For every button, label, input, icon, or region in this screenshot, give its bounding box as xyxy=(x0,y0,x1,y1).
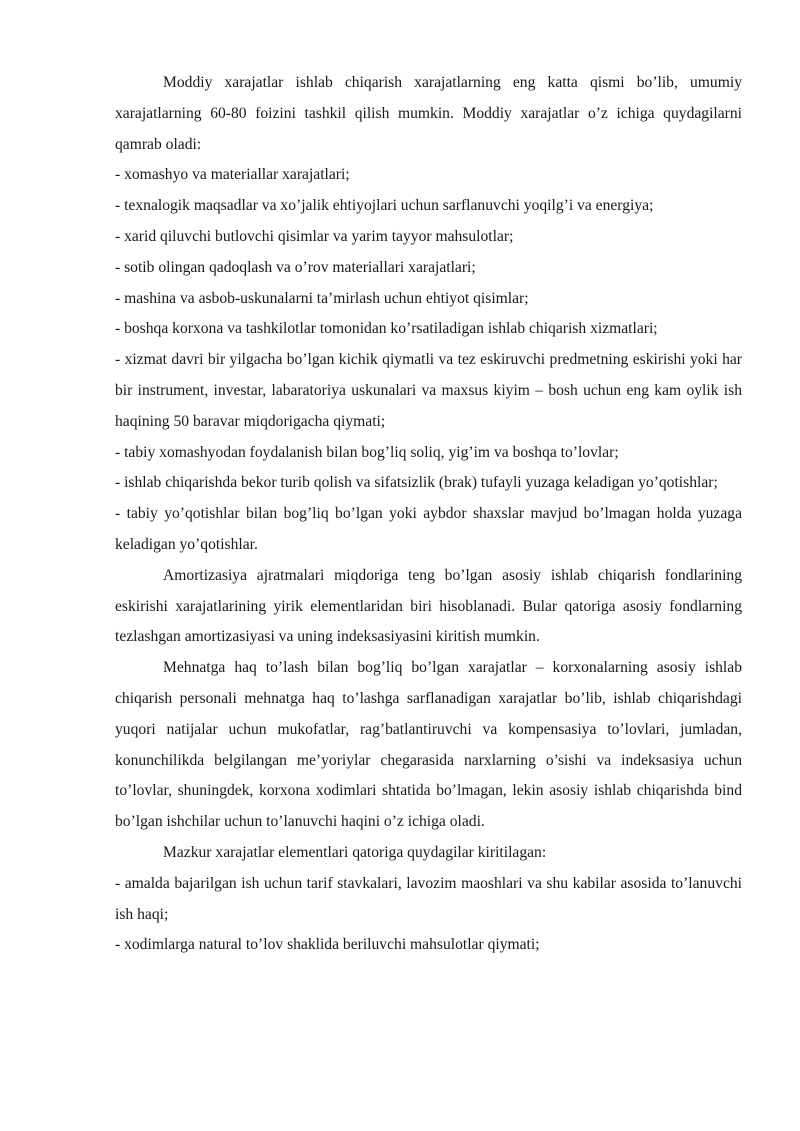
list-item-packaging: - sotib olingan qadoqlash va o’rov materiallari xarajatlari; xyxy=(115,258,476,276)
list-item-fuel-energy: - texnalogik maqsadlar va xo’jalik ehtiyojlari uchun sarflanuvchi yoqilg’i va energiya; xyxy=(115,197,654,215)
paragraph-material-costs-intro: Moddiy xarajatlar ishlab chiqarish xarajatlarning eng katta qismi bo’lib, umumiy xarajatlarning 60-80 foizini tashkil qilish mumkin. Moddiy xarajatlar o’z ichiga quydagilarni qamrab oladi: xyxy=(115,74,742,153)
list-item-natural-resource-taxes: - tabiy xomashyodan foydalanish bilan bog’liq soliq, yig’im va boshqa to’lovlar; xyxy=(115,443,619,461)
paragraph-amortization: Amortizasiya ajratmalari miqdoriga teng bo’lgan asosiy ishlab chiqarish fondlarining eskirishi xarajatlarining yirik elementlaridan biri hisoblanadi. Bular qatoriga asosiy fondlarning tezlashgan amortizasiyasi va uning indeksasiyasini kiritish mumkin. xyxy=(115,566,742,646)
list-item-spare-parts: - mashina va asbob-uskunalarni ta’mirlash uchun ehtiyot qisimlar; xyxy=(115,289,529,307)
list-item-low-value-items: - xizmat davri bir yilgacha bo’lgan kichik qiymatli va tez eskiruvchi predmetning eskirishi yoki har bir instrument, investar, labaratoriya uskunalari va maxsus kiyim – bosh uchun eng kam oylik ish haqining 50 baravar miqdorigacha qiymati; xyxy=(115,351,742,430)
list-item-natural-losses: - tabiy yo’qotishlar bilan bog’liq bo’lgan yoki aybdor shaxslar mavjud bo’lmagan holda yuzaga keladigan yo’qotishlar. xyxy=(115,505,742,553)
paragraph-elements-intro: Mazkur xarajatlar elementlari qatoriga quydagilar kiritilagan: xyxy=(163,843,547,861)
list-item-production-services: - boshqa korxona va tashkilotlar tomonidan ko’rsatiladigan ishlab chiqarish xizmatlari; xyxy=(115,320,658,338)
list-item-downtime-losses: - ishlab chiqarishda bekor turib qolish va sifatsizlik (brak) tufayli yuzaga keladigan yo’qotishlar; xyxy=(115,474,718,492)
list-item-in-kind-payments: - xodimlarga natural to’lov shaklida beriluvchi mahsulotlar qiymati; xyxy=(115,936,540,954)
paragraph-labor-costs: Mehnatga haq to’lash bilan bog’liq bo’lgan xarajatlar – korxonalarning asosiy ishlab chiqarish personali mehnatga haq to’lashga sarflanadigan xarajatlar bo’lib, ishlab chiqarishdagi yuqori natijalar uchun mukofatlar, rag’batlantiruvchi va kompensasiya to’lovlari, jumladan, konunchilikda belgilangan me’yoriylar chegarasida narxlarning o’sishi va indeksasiya uchun to’lovlar, shuningdek, korxona xodimlari shtatida bo’lmagan, lekin asosiy ishlab chiqarishda bind bo’lgan ishchilar uchun to’lanuvchi haqini o’z ichiga oladi. xyxy=(115,659,742,831)
document-page xyxy=(115,68,742,961)
list-item-wages: - amalda bajarilgan ish uchun tarif stavkalari, lavozim maoshlari va shu kabilar asosida to’lanuvchi ish haqi; xyxy=(115,874,742,923)
list-item-raw-materials: - xomashyo va materiallar xarajatlari; xyxy=(115,166,350,184)
list-item-components: - xarid qiluvchi butlovchi qisimlar va yarim tayyor mahsulotlar; xyxy=(115,227,514,245)
